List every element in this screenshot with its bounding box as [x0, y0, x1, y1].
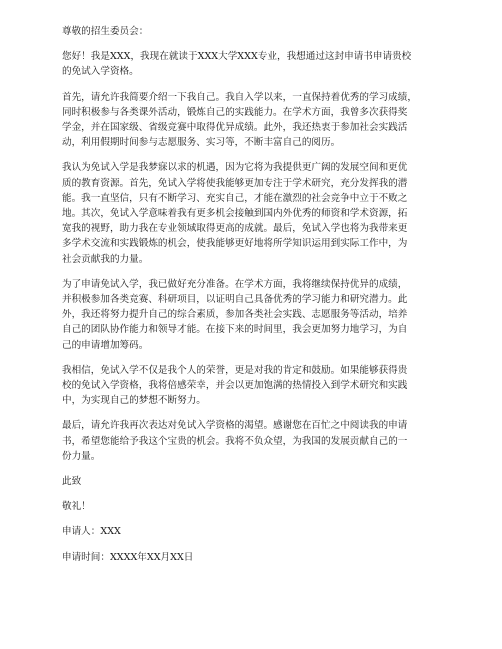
paragraph-line: 最后，请允许我再次表达对免试入学资格的渴望。感谢您在百忙之中阅读我的申请 — [62, 420, 408, 432]
paragraph-line: 中，为实现自己的梦想不断努力。 — [62, 395, 206, 407]
paragraph-line: 学金，并在国家级、省级竞赛中取得优异成绩。此外，我还热衷于参加社会实践活 — [62, 122, 408, 134]
paragraph-self-introduction — [62, 90, 444, 151]
paragraph-line: 地。其次，免试入学意味着我有更多机会接触到国内外优秀的师资和学术资源，拓 — [62, 208, 408, 220]
paragraph-line: 为了申请免试入学，我已做好充分准备。在学术方面，我将继续保持优异的成绩， — [62, 278, 408, 290]
paragraph-line: 宽我的视野，助力我在专业领域取得更高的成就。最后，免试入学也将为我带来更 — [62, 223, 408, 235]
paragraph-line: 动，利用假期时间参与志愿服务、实习等，不断丰富自己的阅历。 — [62, 137, 341, 149]
paragraph-line: 份力量。 — [62, 450, 101, 462]
paragraph-line: 校的免试入学资格，我将倍感荣幸，并会以更加饱满的热情投入到学术研究和实践 — [62, 380, 408, 392]
paragraph-belief — [62, 363, 444, 409]
paragraph-line: 能。我一直坚信，只有不断学习、充实自己，才能在激烈的社会竞争中立于不败之 — [62, 192, 408, 204]
letter-body — [62, 24, 444, 565]
paragraph-line: 质的教育资源。首先，免试入学将使我能够更加专注于学术研究，充分发挥我的潜 — [62, 177, 408, 189]
application-date: 申请时间：XXXX年XX月XX日 — [62, 551, 194, 563]
paragraph-line: 我相信，免试入学不仅是我个人的荣誉，更是对我的肯定和鼓励。如果能够获得贵 — [62, 364, 408, 376]
paragraph-intro — [62, 49, 444, 79]
closing-line-2: 敬礼！ — [62, 501, 91, 513]
paragraph-line: 社会贡献我的力量。 — [62, 253, 149, 265]
paragraph-line: 您好！我是XXX，我现在就读于XXX大学XXX专业，我想通过这封申请书申请贵校 — [62, 51, 412, 63]
paragraph-line: 的免试入学资格。 — [62, 66, 139, 78]
paragraph-line: 首先，请允许我简要介绍一下我自己。我自入学以来，一直保持着优秀的学习成绩， — [62, 91, 417, 103]
paragraph-line: 自己的团队协作能力和领导才能。在接下来的时间里，我会更加努力地学习，为自 — [62, 324, 408, 336]
paragraph-line: 我认为免试入学是我梦寐以求的机遇，因为它将为我提供更广阔的发展空间和更优 — [62, 162, 408, 174]
paragraph-line: 多学术交流和实践锻炼的机会，使我能够更好地将所学知识运用到实际工作中，为 — [62, 238, 408, 250]
paragraph-conclusion — [62, 418, 444, 464]
applicant-name: 申请人：XXX — [62, 526, 121, 538]
salutation: 尊敬的招生委员会： — [62, 26, 149, 37]
paragraph-line: 并积极参加各类竞赛、科研项目，以证明自己具备优秀的学习能力和研究潜力。此 — [62, 294, 408, 306]
paragraph-line: 己的申请增加筹码。 — [62, 339, 149, 351]
closing-line-1: 此致 — [62, 476, 82, 488]
paragraph-line: 外，我还将努力提升自己的综合素质，参加各类社会实践、志愿服务等活动，培养 — [62, 309, 408, 321]
paragraph-line: 书，希望您能给予我这个宝贵的机会。我将不负众望，为我国的发展贡献自己的一 — [62, 435, 408, 447]
paragraph-line: 同时积极参与各类课外活动，锻炼自己的实践能力。在学术方面，我曾多次获得奖 — [62, 106, 408, 118]
paragraph-motivation — [62, 160, 444, 266]
paragraph-preparation — [62, 277, 444, 353]
